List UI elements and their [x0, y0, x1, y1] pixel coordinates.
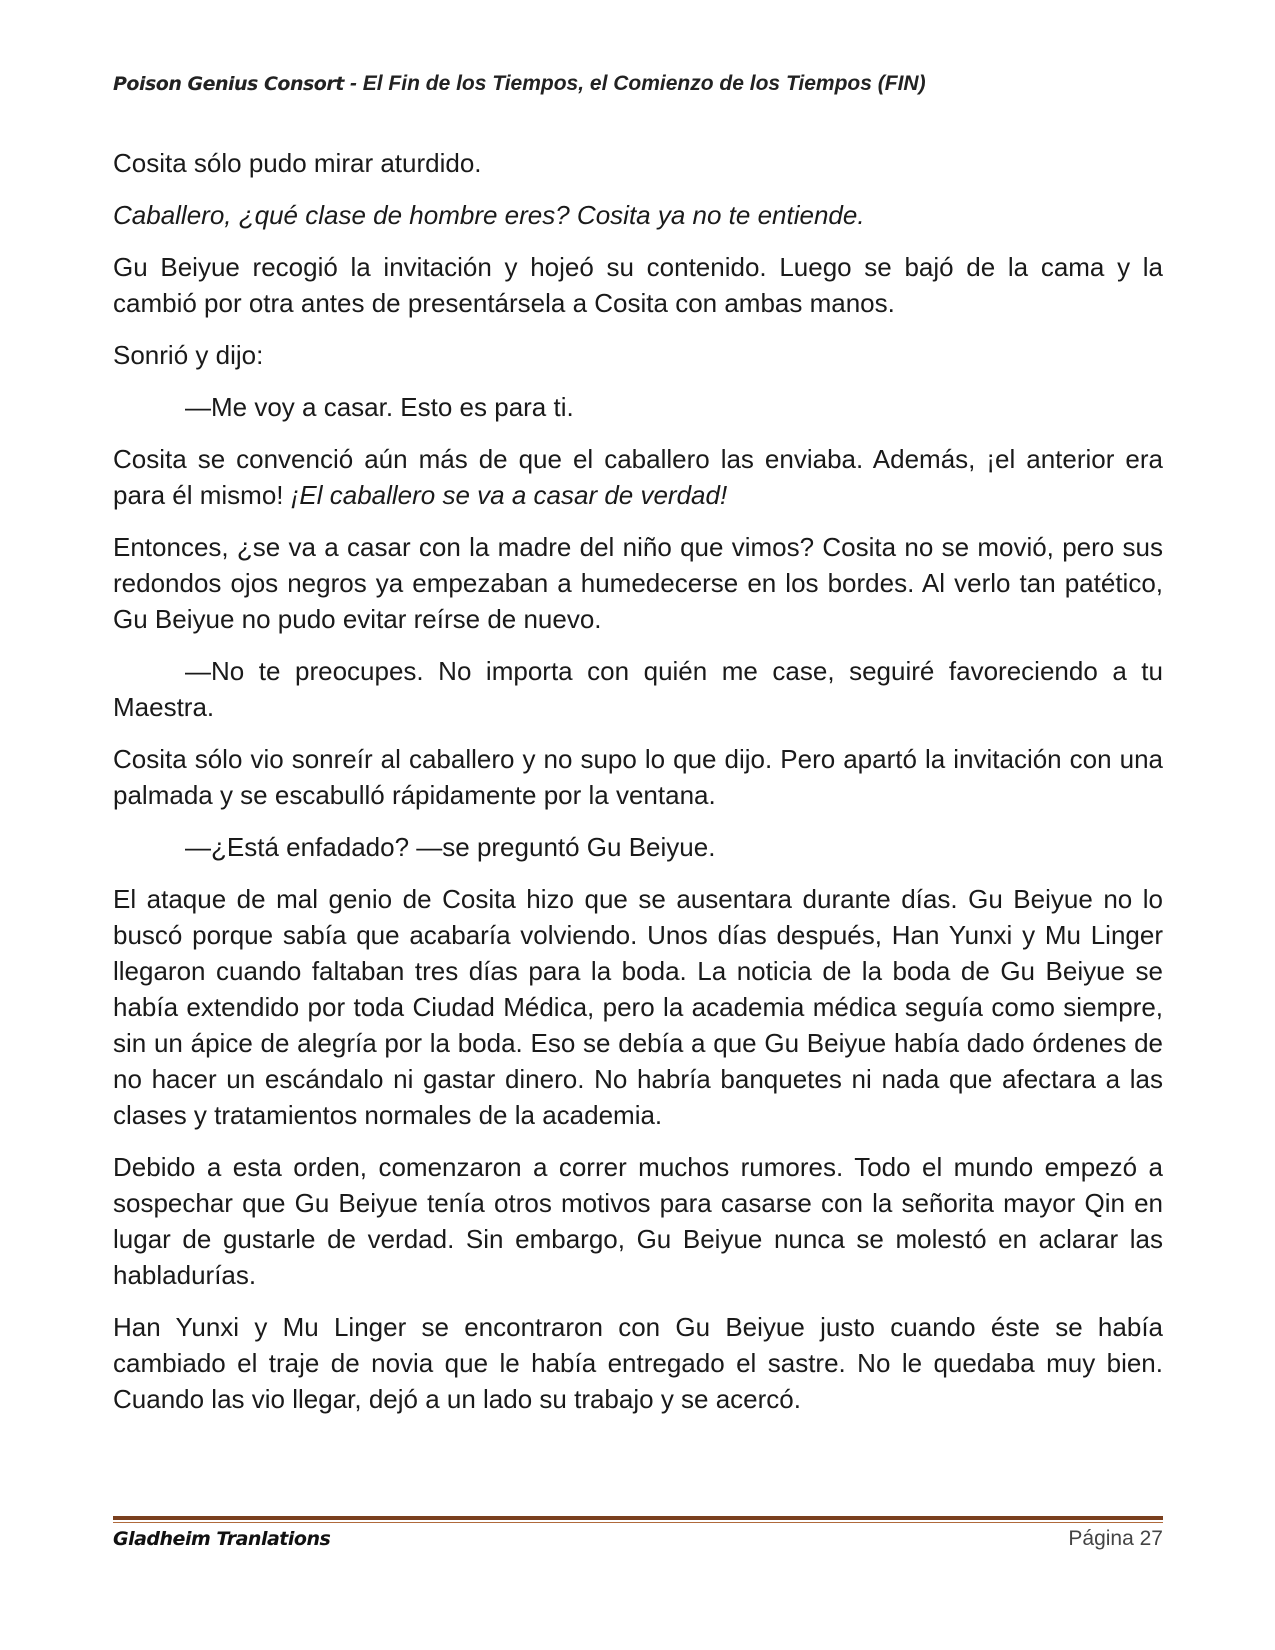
paragraph: Caballero, ¿qué clase de hombre eres? Cosita ya no te entiende. [113, 200, 865, 230]
paragraph: El ataque de mal genio de Cosita hizo que se ausentara durante días. Gu Beiyue no lo buscó porque sabía que acabaría volviendo. Unos días después, Han Yunxi y Mu Linger llegaron cuando faltaban tres días para la boda. La noticia de la boda de Gu Beiyue se había extendido por toda Ciudad Médica, pero la academia médica seguía como siempre, sin un ápice de alegría por la boda. Eso se debía a que Gu Beiyue había dado órdenes de no hacer un escándalo ni gastar dinero. No habría banquetes ni nada que afectara a las clases y tratamientos normales de la academia. [113, 884, 1163, 1130]
paragraph: Debido a esta orden, comenzaron a correr muchos rumores. Todo el mundo empezó a sospechar que Gu Beiyue tenía otros motivos para casarse con la señorita mayor Qin en lugar de gustarle de verdad. Sin embargo, Gu Beiyue nunca se molestó en aclarar las habladurías. [113, 1152, 1163, 1290]
page-header [113, 72, 1163, 96]
paragraph-italic-text: ¡El caballero se va a casar de verdad! [290, 480, 728, 510]
paragraph: Cosita sólo vio sonreír al caballero y no supo lo que dijo. Pero apartó la invitación con una palmada y se escabulló rápidamente por la ventana. [113, 744, 1163, 810]
dialogue-paragraph: —¿Está enfadado? —se preguntó Gu Beiyue. [185, 832, 716, 862]
footer-divider-thin [113, 1522, 1163, 1523]
document-body [113, 145, 1163, 1433]
footer-divider [113, 1516, 1163, 1520]
page-number: Página 27 [1068, 1527, 1163, 1550]
paragraph-text: Cosita se convenció aún más de que el caballero las enviaba. Además, ¡el anterior era para él mismo! [113, 444, 1163, 510]
paragraph: Gu Beiyue recogió la invitación y hojeó su contenido. Luego se bajó de la cama y la cambió por otra antes de presentársela a Cosita con ambas manos. [113, 252, 1163, 318]
chapter-title: - El Fin de los Tiempos, el Comienzo de los Tiempos (FIN) [349, 72, 926, 95]
paragraph: Entonces, ¿se va a casar con la madre del niño que vimos? Cosita no se movió, pero sus redondos ojos negros ya empezaban a humedecerse en los bordes. Al verlo tan patético, Gu Beiyue no pudo evitar reírse de nuevo. [113, 532, 1163, 634]
book-title: Poison Genius Consort [113, 73, 350, 95]
dialogue-paragraph: —Me voy a casar. Esto es para ti. [185, 392, 574, 422]
paragraph [113, 441, 1163, 513]
paragraph: Cosita sólo pudo mirar aturdido. [113, 148, 482, 178]
dialogue-paragraph: —No te preocupes. No importa con quién me case, seguiré favoreciendo a tu Maestra. [113, 656, 1163, 722]
footer-publisher: Gladheim Tranlations [113, 1528, 331, 1550]
paragraph: Han Yunxi y Mu Linger se encontraron con Gu Beiyue justo cuando éste se había cambiado el traje de novia que le había entregado el sastre. No le quedaba muy bien. Cuando las vio llegar, dejó a un lado su trabajo y se acercó. [113, 1312, 1163, 1414]
paragraph: Sonrió y dijo: [113, 340, 264, 370]
